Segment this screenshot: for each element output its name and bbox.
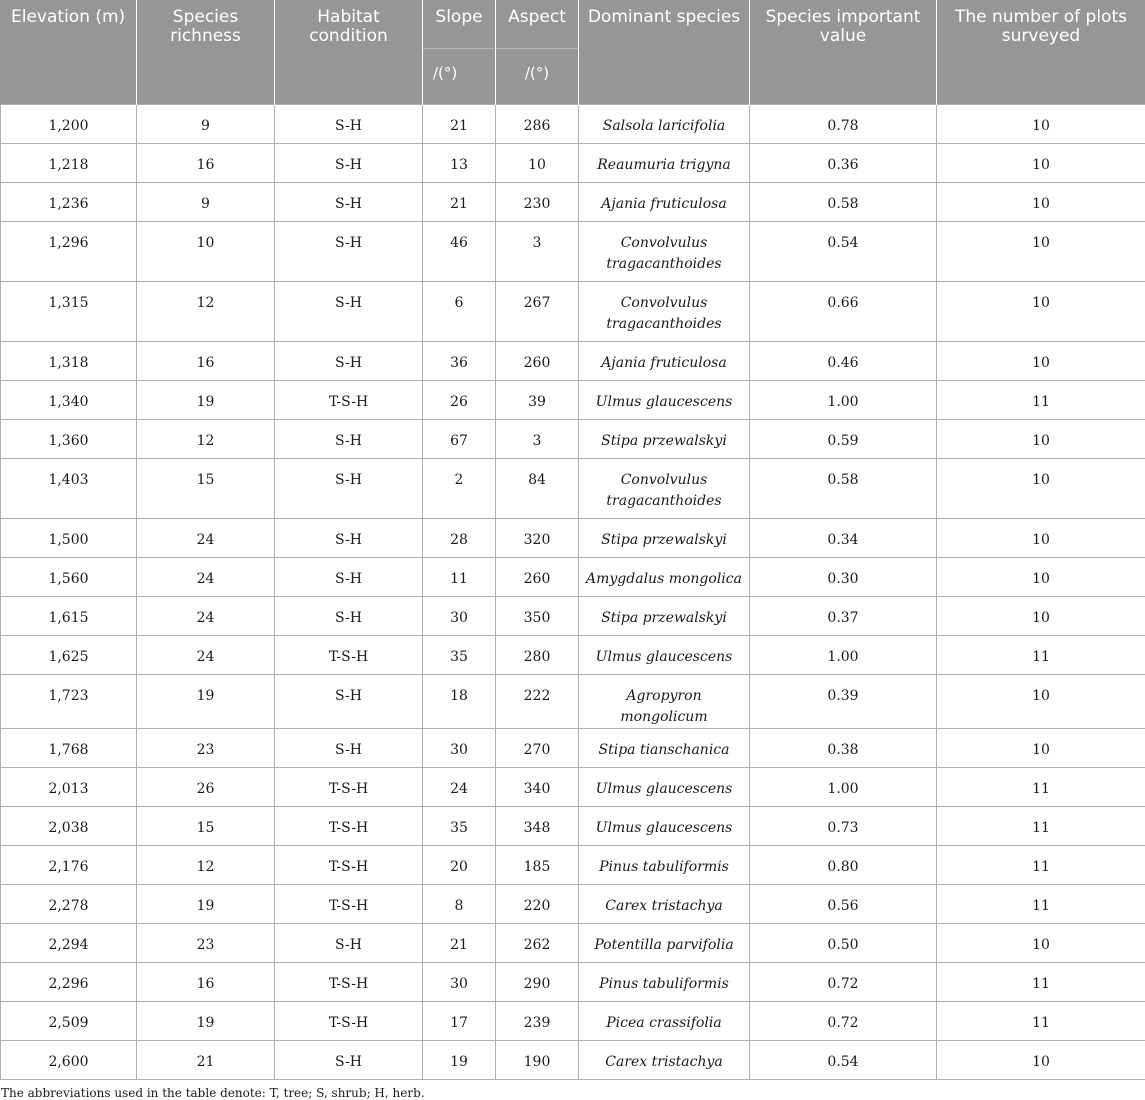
cell-habitat-condition: T-S-H bbox=[275, 846, 423, 885]
table-row bbox=[1, 342, 1145, 381]
table-row bbox=[1, 768, 1145, 807]
cell-aspect: 190 bbox=[496, 1041, 579, 1080]
cell-elevation: 1,296 bbox=[1, 222, 137, 282]
cell-number-of-plots: 10 bbox=[937, 1041, 1145, 1080]
cell-aspect: 286 bbox=[496, 105, 579, 144]
cell-habitat-condition: S-H bbox=[275, 459, 423, 519]
cell-species-richness: 9 bbox=[137, 183, 275, 222]
cell-slope: 11 bbox=[423, 558, 496, 597]
cell-species-important-value: 0.30 bbox=[750, 558, 937, 597]
cell-slope: 24 bbox=[423, 768, 496, 807]
cell-slope: 18 bbox=[423, 675, 496, 729]
cell-slope: 30 bbox=[423, 963, 496, 1002]
table-row bbox=[1, 807, 1145, 846]
cell-species-important-value: 0.73 bbox=[750, 807, 937, 846]
cell-habitat-condition: S-H bbox=[275, 342, 423, 381]
cell-habitat-condition: S-H bbox=[275, 558, 423, 597]
table-row bbox=[1, 1041, 1145, 1080]
cell-number-of-plots: 10 bbox=[937, 222, 1145, 282]
cell-number-of-plots: 10 bbox=[937, 105, 1145, 144]
cell-aspect: 185 bbox=[496, 846, 579, 885]
cell-elevation: 1,560 bbox=[1, 558, 137, 597]
table-row bbox=[1, 105, 1145, 144]
cell-species-richness: 23 bbox=[137, 924, 275, 963]
cell-habitat-condition: S-H bbox=[275, 222, 423, 282]
table-row bbox=[1, 963, 1145, 1002]
table-row bbox=[1, 144, 1145, 183]
cell-aspect: 222 bbox=[496, 675, 579, 729]
cell-dominant-species: Ulmus glaucescens bbox=[579, 381, 750, 420]
cell-species-important-value: 0.58 bbox=[750, 183, 937, 222]
cell-species-richness: 16 bbox=[137, 342, 275, 381]
cell-species-important-value: 0.54 bbox=[750, 222, 937, 282]
cell-dominant-species: Ulmus glaucescens bbox=[579, 636, 750, 675]
cell-number-of-plots: 10 bbox=[937, 519, 1145, 558]
cell-number-of-plots: 10 bbox=[937, 459, 1145, 519]
header-slope: Slope bbox=[423, 0, 496, 49]
header-aspect-unit: /(°) bbox=[496, 49, 579, 105]
cell-number-of-plots: 10 bbox=[937, 183, 1145, 222]
cell-aspect: 270 bbox=[496, 729, 579, 768]
cell-habitat-condition: S-H bbox=[275, 282, 423, 342]
table-row bbox=[1, 729, 1145, 768]
cell-species-important-value: 0.50 bbox=[750, 924, 937, 963]
cell-number-of-plots: 10 bbox=[937, 729, 1145, 768]
header-slope-unit: /(°) bbox=[423, 49, 496, 105]
cell-number-of-plots: 10 bbox=[937, 342, 1145, 381]
table-row bbox=[1, 885, 1145, 924]
cell-species-richness: 26 bbox=[137, 768, 275, 807]
cell-number-of-plots: 11 bbox=[937, 768, 1145, 807]
cell-species-richness: 9 bbox=[137, 105, 275, 144]
table-row bbox=[1, 183, 1145, 222]
table-row bbox=[1, 558, 1145, 597]
cell-elevation: 1,723 bbox=[1, 675, 137, 729]
cell-habitat-condition: S-H bbox=[275, 729, 423, 768]
cell-species-important-value: 0.78 bbox=[750, 105, 937, 144]
table-row bbox=[1, 675, 1145, 729]
cell-species-important-value: 0.34 bbox=[750, 519, 937, 558]
cell-habitat-condition: T-S-H bbox=[275, 768, 423, 807]
cell-slope: 2 bbox=[423, 459, 496, 519]
cell-number-of-plots: 10 bbox=[937, 144, 1145, 183]
cell-elevation: 2,176 bbox=[1, 846, 137, 885]
cell-elevation: 2,038 bbox=[1, 807, 137, 846]
table-row bbox=[1, 846, 1145, 885]
cell-slope: 67 bbox=[423, 420, 496, 459]
cell-habitat-condition: T-S-H bbox=[275, 381, 423, 420]
cell-habitat-condition: S-H bbox=[275, 924, 423, 963]
cell-habitat-condition: S-H bbox=[275, 1041, 423, 1080]
cell-aspect: 267 bbox=[496, 282, 579, 342]
cell-aspect: 260 bbox=[496, 558, 579, 597]
cell-slope: 21 bbox=[423, 183, 496, 222]
cell-species-richness: 24 bbox=[137, 558, 275, 597]
cell-number-of-plots: 11 bbox=[937, 381, 1145, 420]
cell-elevation: 1,315 bbox=[1, 282, 137, 342]
cell-elevation: 1,360 bbox=[1, 420, 137, 459]
cell-number-of-plots: 10 bbox=[937, 675, 1145, 729]
cell-habitat-condition: S-H bbox=[275, 144, 423, 183]
cell-slope: 35 bbox=[423, 807, 496, 846]
cell-aspect: 239 bbox=[496, 1002, 579, 1041]
cell-slope: 28 bbox=[423, 519, 496, 558]
cell-slope: 21 bbox=[423, 105, 496, 144]
cell-number-of-plots: 10 bbox=[937, 558, 1145, 597]
cell-species-richness: 12 bbox=[137, 282, 275, 342]
cell-number-of-plots: 11 bbox=[937, 885, 1145, 924]
cell-slope: 30 bbox=[423, 597, 496, 636]
cell-elevation: 2,296 bbox=[1, 963, 137, 1002]
cell-slope: 13 bbox=[423, 144, 496, 183]
cell-elevation: 1,200 bbox=[1, 105, 137, 144]
cell-dominant-species: Ajania fruticulosa bbox=[579, 183, 750, 222]
cell-habitat-condition: T-S-H bbox=[275, 636, 423, 675]
cell-aspect: 262 bbox=[496, 924, 579, 963]
cell-dominant-species: Stipa przewalskyi bbox=[579, 597, 750, 636]
table-row bbox=[1, 519, 1145, 558]
table-row bbox=[1, 282, 1145, 342]
cell-number-of-plots: 10 bbox=[937, 282, 1145, 342]
cell-elevation: 1,403 bbox=[1, 459, 137, 519]
cell-number-of-plots: 11 bbox=[937, 636, 1145, 675]
cell-dominant-species: Stipa przewalskyi bbox=[579, 519, 750, 558]
cell-slope: 6 bbox=[423, 282, 496, 342]
cell-habitat-condition: S-H bbox=[275, 519, 423, 558]
cell-dominant-species: Salsola laricifolia bbox=[579, 105, 750, 144]
cell-aspect: 320 bbox=[496, 519, 579, 558]
cell-species-important-value: 0.36 bbox=[750, 144, 937, 183]
cell-aspect: 220 bbox=[496, 885, 579, 924]
cell-elevation: 1,218 bbox=[1, 144, 137, 183]
cell-dominant-species: Ulmus glaucescens bbox=[579, 768, 750, 807]
cell-dominant-species: Pinus tabuliformis bbox=[579, 846, 750, 885]
cell-slope: 30 bbox=[423, 729, 496, 768]
cell-elevation: 1,625 bbox=[1, 636, 137, 675]
cell-aspect: 230 bbox=[496, 183, 579, 222]
cell-species-richness: 24 bbox=[137, 636, 275, 675]
cell-aspect: 39 bbox=[496, 381, 579, 420]
header-elevation: Elevation (m) bbox=[1, 0, 137, 105]
cell-slope: 8 bbox=[423, 885, 496, 924]
table-row bbox=[1, 597, 1145, 636]
cell-species-important-value: 0.72 bbox=[750, 963, 937, 1002]
cell-number-of-plots: 11 bbox=[937, 963, 1145, 1002]
cell-slope: 20 bbox=[423, 846, 496, 885]
cell-species-important-value: 0.54 bbox=[750, 1041, 937, 1080]
cell-aspect: 290 bbox=[496, 963, 579, 1002]
cell-elevation: 2,600 bbox=[1, 1041, 137, 1080]
cell-slope: 17 bbox=[423, 1002, 496, 1041]
cell-dominant-species: Ajania fruticulosa bbox=[579, 342, 750, 381]
cell-dominant-species: Stipa tianschanica bbox=[579, 729, 750, 768]
cell-species-important-value: 0.72 bbox=[750, 1002, 937, 1041]
header-dominant-species: Dominant species bbox=[579, 0, 750, 105]
header-number-of-plots: The number of plots surveyed bbox=[937, 0, 1145, 105]
cell-species-important-value: 0.59 bbox=[750, 420, 937, 459]
cell-species-richness: 23 bbox=[137, 729, 275, 768]
table-row bbox=[1, 222, 1145, 282]
cell-dominant-species: Convolvulus tragacanthoides bbox=[579, 459, 750, 519]
cell-number-of-plots: 10 bbox=[937, 924, 1145, 963]
cell-aspect: 340 bbox=[496, 768, 579, 807]
header-species-richness: Species richness bbox=[137, 0, 275, 105]
cell-elevation: 1,340 bbox=[1, 381, 137, 420]
cell-habitat-condition: S-H bbox=[275, 420, 423, 459]
cell-species-important-value: 0.56 bbox=[750, 885, 937, 924]
header-species-important-value: Species important value bbox=[750, 0, 937, 105]
cell-dominant-species: Reaumuria trigyna bbox=[579, 144, 750, 183]
cell-dominant-species: Ulmus glaucescens bbox=[579, 807, 750, 846]
cell-species-important-value: 1.00 bbox=[750, 768, 937, 807]
cell-habitat-condition: T-S-H bbox=[275, 807, 423, 846]
cell-elevation: 1,768 bbox=[1, 729, 137, 768]
cell-dominant-species: Convolvulus tragacanthoides bbox=[579, 222, 750, 282]
cell-elevation: 1,500 bbox=[1, 519, 137, 558]
cell-aspect: 350 bbox=[496, 597, 579, 636]
cell-species-richness: 19 bbox=[137, 381, 275, 420]
cell-species-richness: 12 bbox=[137, 846, 275, 885]
cell-aspect: 10 bbox=[496, 144, 579, 183]
table-row bbox=[1, 459, 1145, 519]
cell-dominant-species: Carex tristachya bbox=[579, 1041, 750, 1080]
cell-number-of-plots: 10 bbox=[937, 597, 1145, 636]
table-footnote: The abbreviations used in the table denote: T, tree; S, shrub; H, herb. bbox=[0, 1080, 1145, 1100]
cell-habitat-condition: S-H bbox=[275, 675, 423, 729]
cell-aspect: 280 bbox=[496, 636, 579, 675]
cell-dominant-species: Carex tristachya bbox=[579, 885, 750, 924]
table-row bbox=[1, 420, 1145, 459]
cell-species-richness: 24 bbox=[137, 519, 275, 558]
cell-number-of-plots: 11 bbox=[937, 1002, 1145, 1041]
cell-elevation: 2,509 bbox=[1, 1002, 137, 1041]
table-row bbox=[1, 636, 1145, 675]
cell-species-richness: 21 bbox=[137, 1041, 275, 1080]
cell-dominant-species: Picea crassifolia bbox=[579, 1002, 750, 1041]
cell-species-richness: 19 bbox=[137, 675, 275, 729]
cell-species-richness: 10 bbox=[137, 222, 275, 282]
cell-aspect: 3 bbox=[496, 420, 579, 459]
cell-species-important-value: 1.00 bbox=[750, 381, 937, 420]
cell-slope: 26 bbox=[423, 381, 496, 420]
cell-number-of-plots: 11 bbox=[937, 807, 1145, 846]
cell-species-richness: 15 bbox=[137, 459, 275, 519]
cell-species-richness: 19 bbox=[137, 885, 275, 924]
cell-dominant-species: Potentilla parvifolia bbox=[579, 924, 750, 963]
cell-habitat-condition: T-S-H bbox=[275, 963, 423, 1002]
cell-species-important-value: 0.58 bbox=[750, 459, 937, 519]
cell-number-of-plots: 10 bbox=[937, 420, 1145, 459]
cell-elevation: 1,615 bbox=[1, 597, 137, 636]
cell-aspect: 3 bbox=[496, 222, 579, 282]
cell-habitat-condition: S-H bbox=[275, 105, 423, 144]
cell-habitat-condition: S-H bbox=[275, 183, 423, 222]
cell-species-richness: 15 bbox=[137, 807, 275, 846]
cell-species-important-value: 0.80 bbox=[750, 846, 937, 885]
cell-elevation: 1,236 bbox=[1, 183, 137, 222]
cell-elevation: 2,278 bbox=[1, 885, 137, 924]
cell-dominant-species: Convolvulus tragacanthoides bbox=[579, 282, 750, 342]
cell-dominant-species: Stipa przewalskyi bbox=[579, 420, 750, 459]
cell-aspect: 260 bbox=[496, 342, 579, 381]
cell-species-important-value: 0.66 bbox=[750, 282, 937, 342]
cell-aspect: 348 bbox=[496, 807, 579, 846]
cell-slope: 35 bbox=[423, 636, 496, 675]
cell-habitat-condition: S-H bbox=[275, 597, 423, 636]
cell-habitat-condition: T-S-H bbox=[275, 885, 423, 924]
cell-elevation: 1,318 bbox=[1, 342, 137, 381]
table-body bbox=[1, 105, 1145, 1080]
cell-elevation: 2,294 bbox=[1, 924, 137, 963]
cell-species-richness: 16 bbox=[137, 963, 275, 1002]
cell-slope: 21 bbox=[423, 924, 496, 963]
cell-species-important-value: 0.39 bbox=[750, 675, 937, 729]
cell-dominant-species: Amygdalus mongolica bbox=[579, 558, 750, 597]
table-row bbox=[1, 381, 1145, 420]
cell-species-richness: 12 bbox=[137, 420, 275, 459]
cell-species-richness: 19 bbox=[137, 1002, 275, 1041]
cell-species-richness: 24 bbox=[137, 597, 275, 636]
table-row bbox=[1, 924, 1145, 963]
cell-slope: 46 bbox=[423, 222, 496, 282]
cell-elevation: 2,013 bbox=[1, 768, 137, 807]
header-habitat-condition: Habitat condition bbox=[275, 0, 423, 105]
table-header bbox=[1, 0, 1145, 105]
cell-slope: 36 bbox=[423, 342, 496, 381]
cell-species-important-value: 0.38 bbox=[750, 729, 937, 768]
cell-dominant-species: Agropyron mongolicum bbox=[579, 675, 750, 729]
cell-number-of-plots: 11 bbox=[937, 846, 1145, 885]
cell-aspect: 84 bbox=[496, 459, 579, 519]
cell-species-important-value: 0.37 bbox=[750, 597, 937, 636]
header-aspect: Aspect bbox=[496, 0, 579, 49]
cell-species-important-value: 1.00 bbox=[750, 636, 937, 675]
cell-species-richness: 16 bbox=[137, 144, 275, 183]
cell-dominant-species: Pinus tabuliformis bbox=[579, 963, 750, 1002]
cell-species-important-value: 0.46 bbox=[750, 342, 937, 381]
cell-habitat-condition: T-S-H bbox=[275, 1002, 423, 1041]
cell-slope: 19 bbox=[423, 1041, 496, 1080]
table-row bbox=[1, 1002, 1145, 1041]
